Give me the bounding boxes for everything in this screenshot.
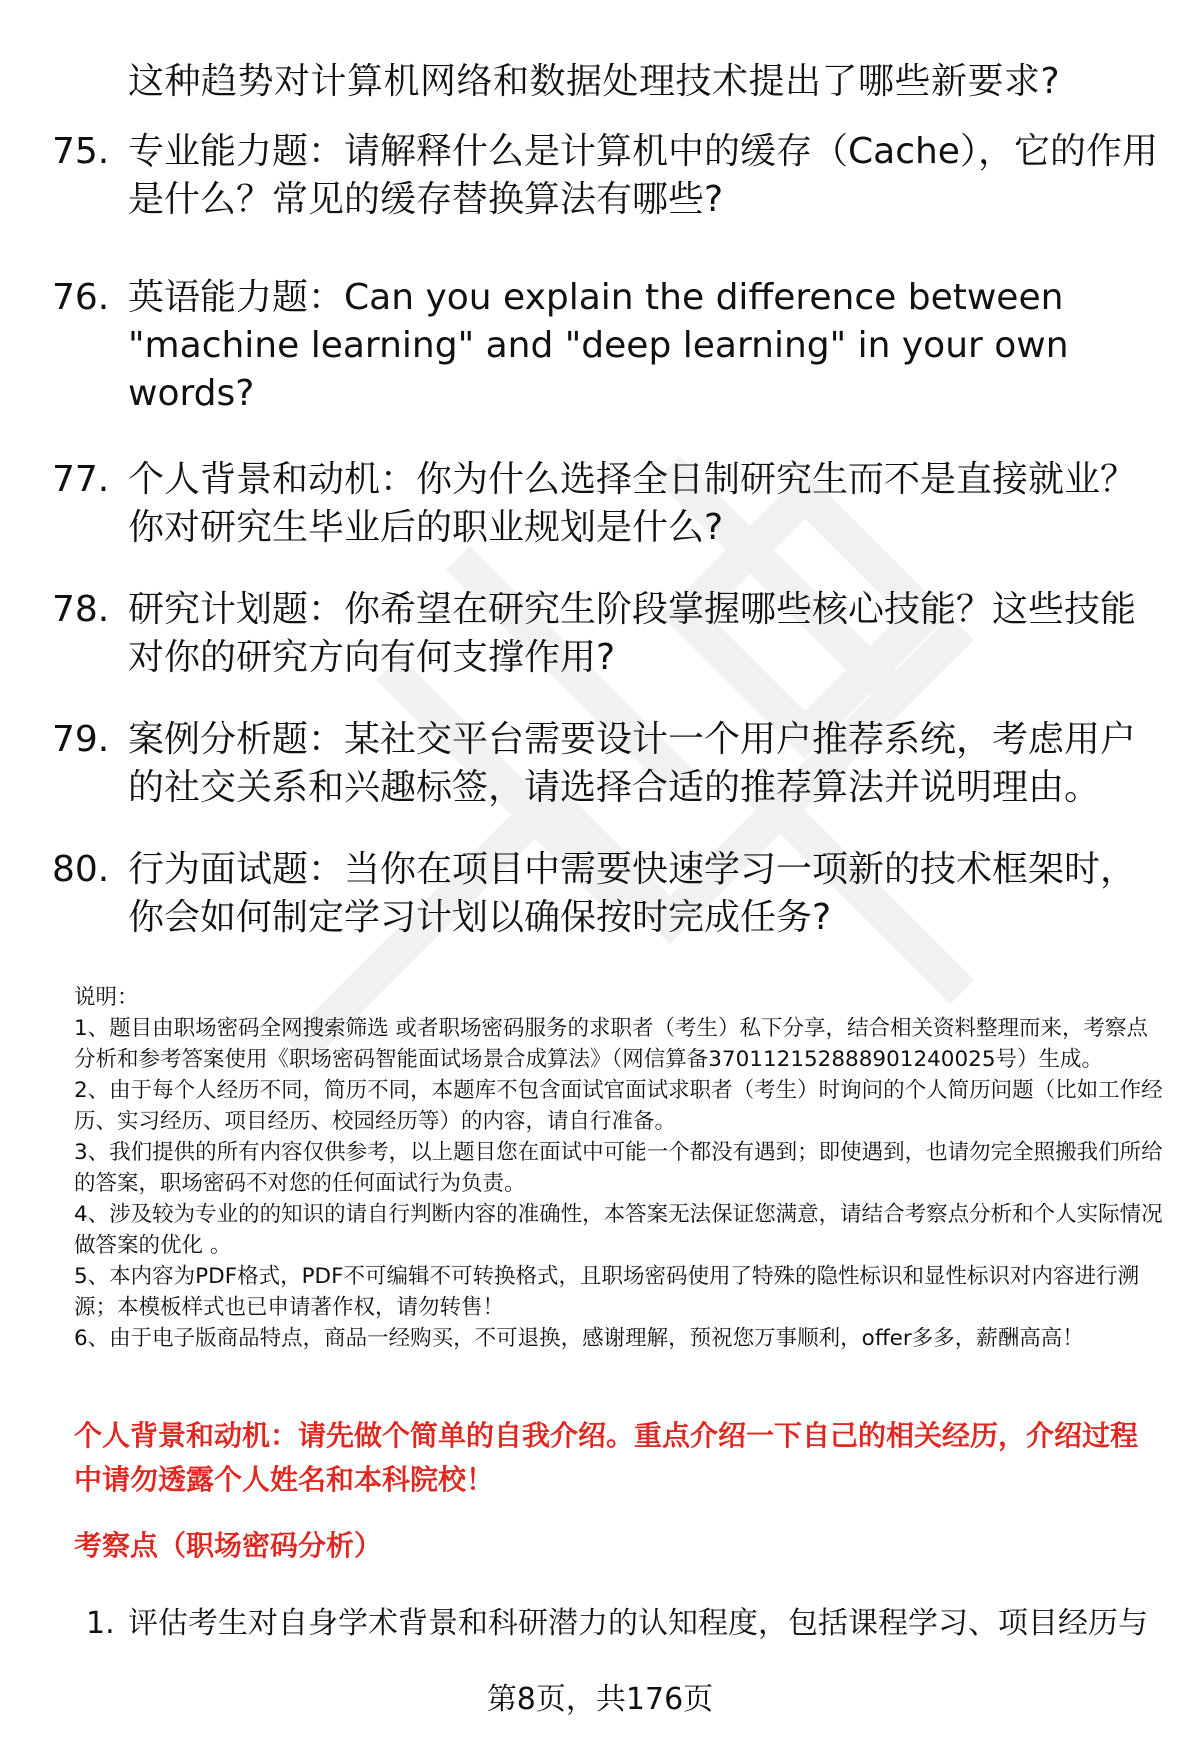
continued-question-text: 这种趋势对计算机网络和数据处理技术提出了哪些新要求? <box>128 61 1061 102</box>
note-item: 6、由于电子版商品特点，商品一经购买，不可退换，感谢理解，预祝您万事顺利，offer多多，薪酬高高！ <box>74 1326 1084 1351</box>
note-item: 4、涉及较为专业的的知识的请自行判断内容的准确性，本答案无法保证您满意，请结合考察点分析和个人实际情况做答案的优化 。 <box>74 1202 1163 1258</box>
page-footer: 第8页，共176页 <box>486 1682 714 1717</box>
analysis-heading: 考察点（职场密码分析） <box>74 1529 383 1562</box>
question-number: 77. <box>52 459 110 500</box>
question-78 <box>52 586 1162 682</box>
note-item: 2、由于每个人经历不同，简历不同，本题库不包含面试官面试求职者（考生）时询问的个人简历问题（比如工作经历、实习经历、项目经历、校园经历等）的内容，请自行准备。 <box>74 1078 1163 1134</box>
note-item: 1、题目由职场密码全网搜索筛选 或者职场密码服务的求职者（考生）私下分享，结合相关资料整理而来，考察点分析和参考答案使用《职场密码智能面试场景合成算法》（网信算备370112152888901240025号）生成。 <box>74 1016 1149 1072</box>
question-77 <box>52 456 1162 552</box>
question-number: 79. <box>52 719 110 760</box>
analysis-item-number: 1. <box>86 1606 115 1641</box>
analysis-item <box>86 1602 1166 1646</box>
notes-heading: 说明： <box>74 985 139 1010</box>
question-76 <box>52 274 1162 418</box>
question-75 <box>52 128 1162 224</box>
question-number: 76. <box>52 277 110 318</box>
disclaimer-notes <box>74 982 1164 1354</box>
question-number: 75. <box>52 131 110 172</box>
question-text: 专业能力题：请解释什么是计算机中的缓存（Cache），它的作用是什么？常见的缓存替换算法有哪些? <box>128 131 1158 220</box>
note-item: 5、本内容为PDF格式，PDF不可编辑不可转换格式，且职场密码使用了特殊的隐性标识和显性标识对内容进行溯源；本模板样式也已申请著作权，请勿转售！ <box>74 1264 1139 1320</box>
question-79 <box>52 716 1162 812</box>
analysis-item-text: 评估考生对自身学术背景和科研潜力的认知程度，包括课程学习、项目经历与 <box>128 1606 1148 1641</box>
question-text: 案例分析题：某社交平台需要设计一个用户推荐系统，考虑用户的社交关系和兴趣标签，请选择合适的推荐算法并说明理由。 <box>128 719 1137 808</box>
question-number: 78. <box>52 589 110 630</box>
question-80 <box>52 846 1162 942</box>
note-item: 3、我们提供的所有内容仅供参考，以上题目您在面试中可能一个都没有遇到；即使遇到，也请勿完全照搬我们所给的答案，职场密码不对您的任何面试行为负责。 <box>74 1140 1163 1196</box>
question-text: 研究计划题：你希望在研究生阶段掌握哪些核心技能？这些技能对你的研究方向有何支撑作用? <box>128 589 1137 678</box>
question-text: 个人背景和动机：你为什么选择全日制研究生而不是直接就业？你对研究生毕业后的职业规划是什么? <box>128 459 1137 548</box>
question-text: 英语能力题：Can you explain the difference between "machine learning" and "deep learning" in your own words? <box>128 277 1069 414</box>
question-text: 行为面试题：当你在项目中需要快速学习一项新的技术框架时，你会如何制定学习计划以确保按时完成任务? <box>128 849 1137 938</box>
question-number: 80. <box>52 849 110 890</box>
featured-question: 个人背景和动机：请先做个简单的自我介绍。重点介绍一下自己的相关经历，介绍过程中请勿透露个人姓名和本科院校！ <box>74 1419 1139 1496</box>
